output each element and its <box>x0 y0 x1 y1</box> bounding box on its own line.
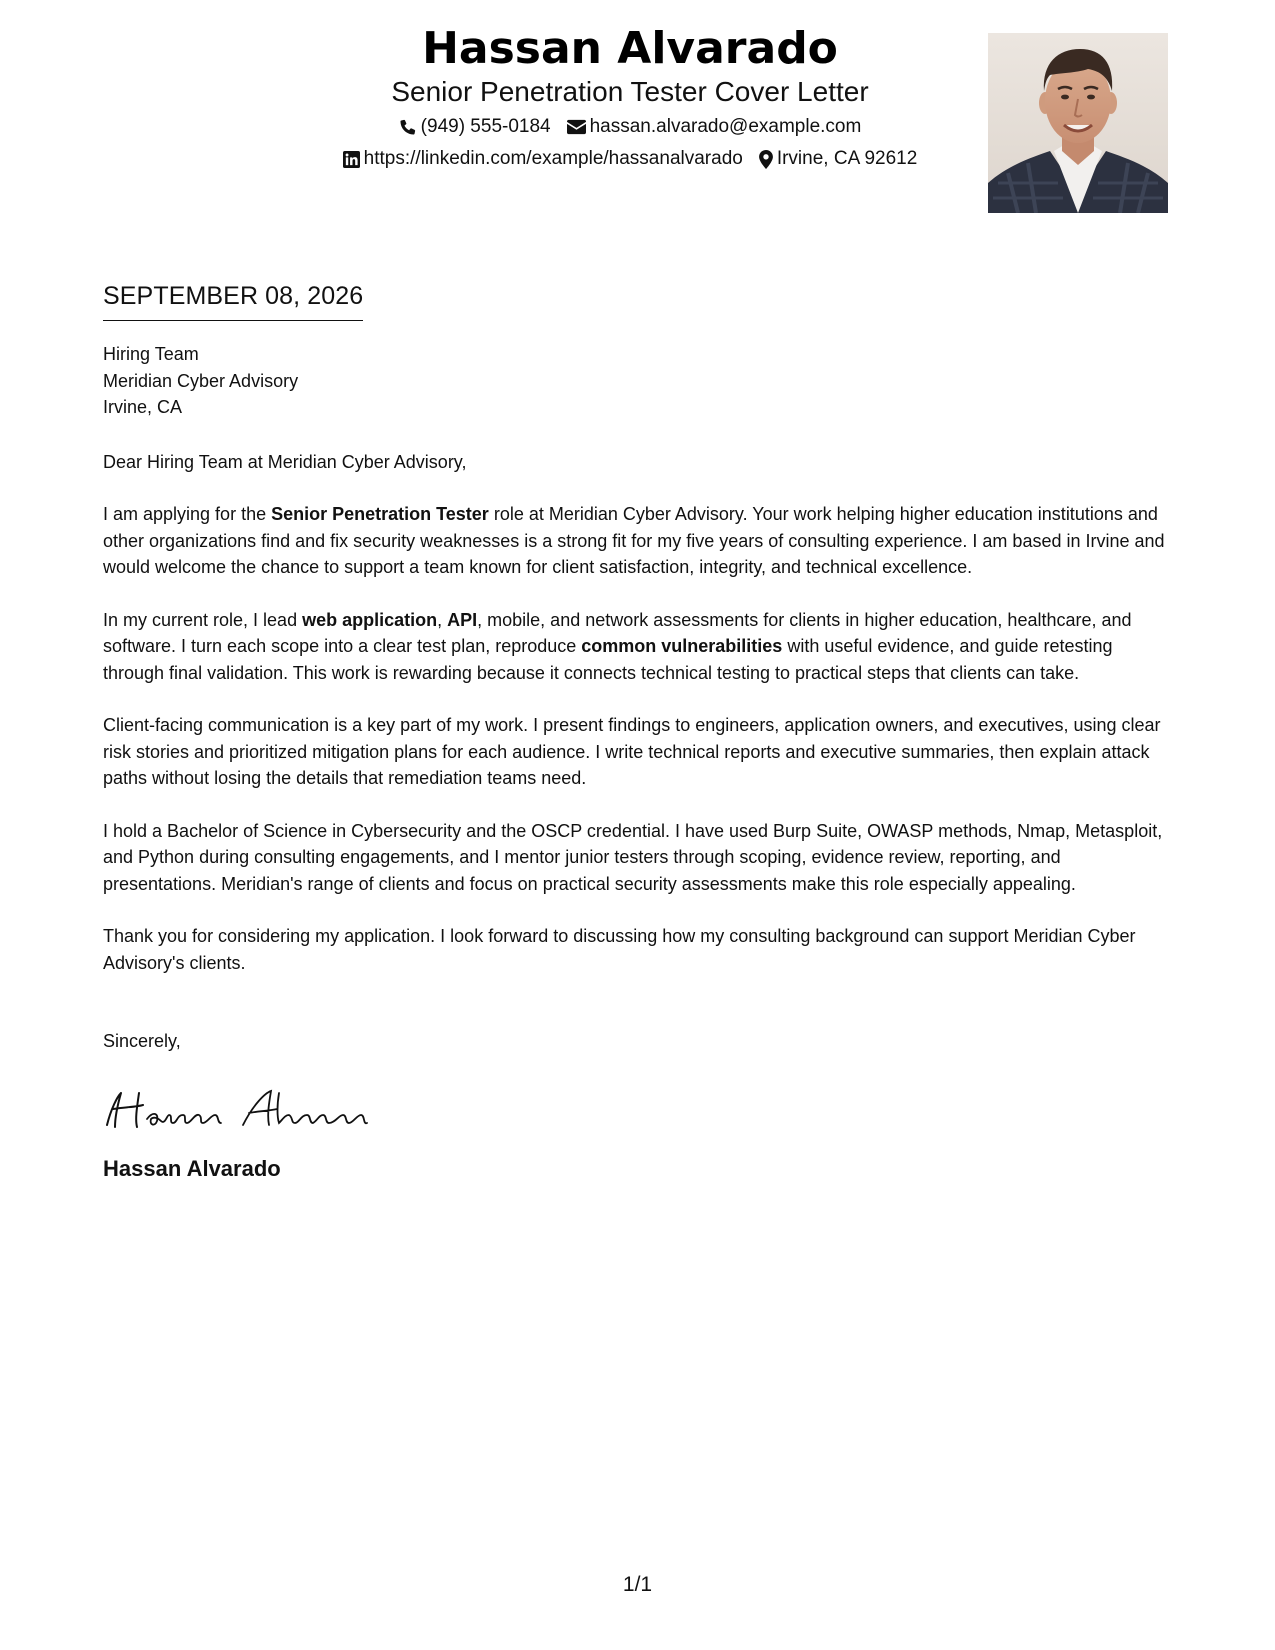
letter-header <box>240 22 1020 170</box>
paragraph-1 <box>103 501 1175 581</box>
paragraph-1-bold-role: Senior Penetration Tester <box>271 504 489 524</box>
paragraph-3 <box>103 712 1175 792</box>
location-text: Irvine, CA 92612 <box>776 148 918 169</box>
letter-body <box>103 280 1175 1183</box>
paragraph-2-text-a: In my current role, I lead <box>103 609 303 630</box>
paragraph-2-text-c: , <box>437 609 448 630</box>
email-text[interactable]: hassan.alvarado@example.com <box>589 116 862 137</box>
envelope-icon <box>567 119 586 135</box>
signer-name: Hassan Alvarado <box>103 1155 281 1181</box>
paragraph-1-text-a: I am applying for the <box>103 504 272 524</box>
paragraph-2-text-e: with useful evidence, and guide retesting through final validation. This work is rewarding because it connects technical testing to practical steps that clients can take. <box>103 636 1113 683</box>
linkedin-icon <box>343 151 360 168</box>
page-number: 1/1 <box>622 1573 653 1596</box>
paragraph-2-bold-api: API <box>447 609 478 630</box>
recipient-line-1: Hiring Team <box>103 344 199 364</box>
paragraph-2 <box>103 607 1175 687</box>
contact-email[interactable] <box>567 116 862 138</box>
paragraph-2-bold-web-app: web application <box>302 609 438 630</box>
recipient-block <box>103 341 1175 421</box>
paragraph-4-text: I hold a Bachelor of Science in Cybersecurity and the OSCP credential. I have used Burp Suite, OWASP methods, Nmap, Metasploit, and Python during consulting engagements, and I mentor junior testers through scoping, evidence review, reporting, and presentations. Meridian's range of clients and focus on practical security assessments make this role especially appealing. <box>103 820 1163 894</box>
paragraph-5-text: Thank you for considering my application. I look forward to discussing how my consulting background can support Meridian Cyber Advisory's clients. <box>103 926 1136 973</box>
linkedin-text[interactable]: https://linkedin.com/example/hassanalvarado <box>363 148 743 169</box>
phone-text: (949) 555-0184 <box>420 116 551 137</box>
recipient-line-2: Meridian Cyber Advisory <box>103 370 299 391</box>
paragraph-4 <box>103 818 1175 898</box>
contact-linkedin[interactable] <box>343 148 743 170</box>
paragraph-2-bold-vulns: common vulnerabilities <box>581 636 783 656</box>
contact-line-primary <box>240 116 1020 138</box>
recipient-line-3: Irvine, CA <box>103 397 183 417</box>
profile-photo <box>988 33 1168 213</box>
paragraph-2-text-d: , mobile, and network assessments for clients in higher education, healthcare, and software. I turn each scope into a clear test plan, reproduce <box>103 609 1132 656</box>
paragraph-5 <box>103 923 1175 976</box>
map-pin-icon <box>759 150 773 169</box>
contact-phone <box>399 116 551 138</box>
closing: Sincerely, <box>103 1031 181 1051</box>
letter-date: SEPTEMBER 08, 2026 <box>103 280 363 321</box>
letter-subtitle: Senior Penetration Tester Cover Letter <box>391 76 869 107</box>
contact-line-secondary <box>240 148 1020 170</box>
greeting: Dear Hiring Team at Meridian Cyber Advisory, <box>103 451 467 472</box>
handwritten-signature <box>103 1085 1175 1135</box>
phone-icon <box>399 118 417 136</box>
paragraph-3-text: Client-facing communication is a key part of my work. I present findings to engineers, application owners, and executives, using clear risk stories and prioritized mitigation plans for each audience. I write technical reports and executive summaries, then explain attack paths without losing the details that remediation teams need. <box>103 715 1161 788</box>
applicant-name: Hassan Alvarado <box>422 23 838 74</box>
contact-location <box>759 148 917 170</box>
paragraph-1-text-c: role at Meridian Cyber Advisory. Your work helping higher education institutions and other organizations find and fix security weaknesses is a strong fit for my five years of consulting experience. I am based in Irvine and would welcome the chance to support a team known for client satisfaction, integrity, and technical excellence. <box>103 504 1165 577</box>
